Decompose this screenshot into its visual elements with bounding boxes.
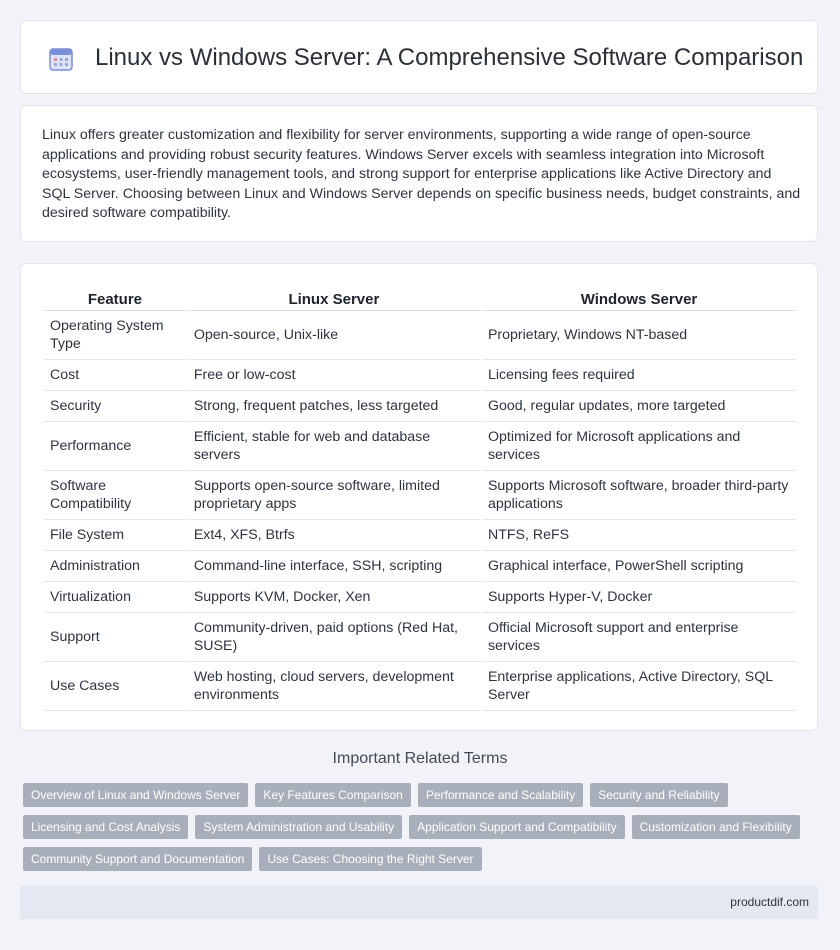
related-term-tag[interactable]: Community Support and Documentation [23, 847, 252, 871]
related-term-tag[interactable]: Performance and Scalability [418, 783, 583, 807]
related-terms-title: Important Related Terms [332, 750, 508, 767]
column-header: Linux Server [188, 285, 480, 311]
table-cell: NTFS, ReFS [482, 520, 796, 551]
related-term-tag[interactable]: Overview of Linux and Windows Server [23, 783, 248, 807]
tag-row [23, 847, 823, 871]
table-cell: Licensing fees required [482, 360, 796, 391]
table-cell: Virtualization [44, 582, 186, 613]
table-cell: Supports KVM, Docker, Xen [188, 582, 480, 613]
comparison-table [42, 285, 798, 711]
table-cell: Security [44, 391, 186, 422]
table-cell: Enterprise applications, Active Directory, SQL Server [482, 662, 796, 711]
table-row [44, 520, 796, 551]
table-row [44, 311, 796, 360]
table-cell: Free or low-cost [188, 360, 480, 391]
table-cell: Ext4, XFS, Btrfs [188, 520, 480, 551]
footer-site: productdif.com [730, 895, 809, 909]
summary-card [20, 105, 818, 242]
table-cell: Operating System Type [44, 311, 186, 360]
table-cell: Software Compatibility [44, 471, 186, 520]
table-cell: File System [44, 520, 186, 551]
table-cell: Graphical interface, PowerShell scripting [482, 551, 796, 582]
related-term-tag[interactable]: Key Features Comparison [255, 783, 410, 807]
summary-text: Linux offers greater customization and flexibility for server environments, supporting a wide range of open-source applications and providing robust security features. Windows Server excels with seamless integration into Microsoft ecosystems, user-friendly management tools, and strong support for enterprise applications like Active Directory and SQL Server. Choosing between Linux and Windows Server depends on specific business needs, budget constraints, and desired software compatibility. [42, 127, 801, 222]
table-row [44, 662, 796, 711]
related-term-tag[interactable]: System Administration and Usability [195, 815, 402, 839]
table-cell: Command-line interface, SSH, scripting [188, 551, 480, 582]
tag-row [23, 815, 823, 839]
related-term-tag[interactable]: Use Cases: Choosing the Right Server [259, 847, 481, 871]
related-term-tag[interactable]: Application Support and Compatibility [409, 815, 624, 839]
page-title: Linux vs Windows Server: A Comprehensive Software Comparison [95, 44, 804, 71]
table-header-row [44, 285, 796, 311]
related-terms-list [23, 783, 823, 879]
column-header: Windows Server [482, 285, 796, 311]
table-row [44, 582, 796, 613]
table-cell: Use Cases [44, 662, 186, 711]
related-term-tag[interactable]: Security and Reliability [590, 783, 727, 807]
comparison-table-card [20, 263, 818, 731]
table-cell: Supports Hyper-V, Docker [482, 582, 796, 613]
calendar-icon [48, 46, 74, 72]
table-cell: Optimized for Microsoft applications and services [482, 422, 796, 471]
table-row [44, 471, 796, 520]
table-cell: Web hosting, cloud servers, development environments [188, 662, 480, 711]
related-term-tag[interactable]: Licensing and Cost Analysis [23, 815, 188, 839]
column-header: Feature [44, 285, 186, 311]
table-cell: Supports Microsoft software, broader third-party applications [482, 471, 796, 520]
table-row [44, 391, 796, 422]
table-cell: Cost [44, 360, 186, 391]
table-row [44, 551, 796, 582]
tag-row [23, 783, 823, 807]
header-card [20, 20, 818, 94]
table-row [44, 360, 796, 391]
table-cell: Open-source, Unix-like [188, 311, 480, 360]
table-cell: Performance [44, 422, 186, 471]
table-cell: Good, regular updates, more targeted [482, 391, 796, 422]
footer [20, 886, 818, 919]
table-row [44, 613, 796, 662]
table-cell: Support [44, 613, 186, 662]
table-cell: Proprietary, Windows NT-based [482, 311, 796, 360]
table-cell: Official Microsoft support and enterprise services [482, 613, 796, 662]
table-cell: Community-driven, paid options (Red Hat, SUSE) [188, 613, 480, 662]
table-cell: Efficient, stable for web and database servers [188, 422, 480, 471]
table-cell: Strong, frequent patches, less targeted [188, 391, 480, 422]
related-term-tag[interactable]: Customization and Flexibility [632, 815, 800, 839]
table-cell: Supports open-source software, limited proprietary apps [188, 471, 480, 520]
table-cell: Administration [44, 551, 186, 582]
table-row [44, 422, 796, 471]
